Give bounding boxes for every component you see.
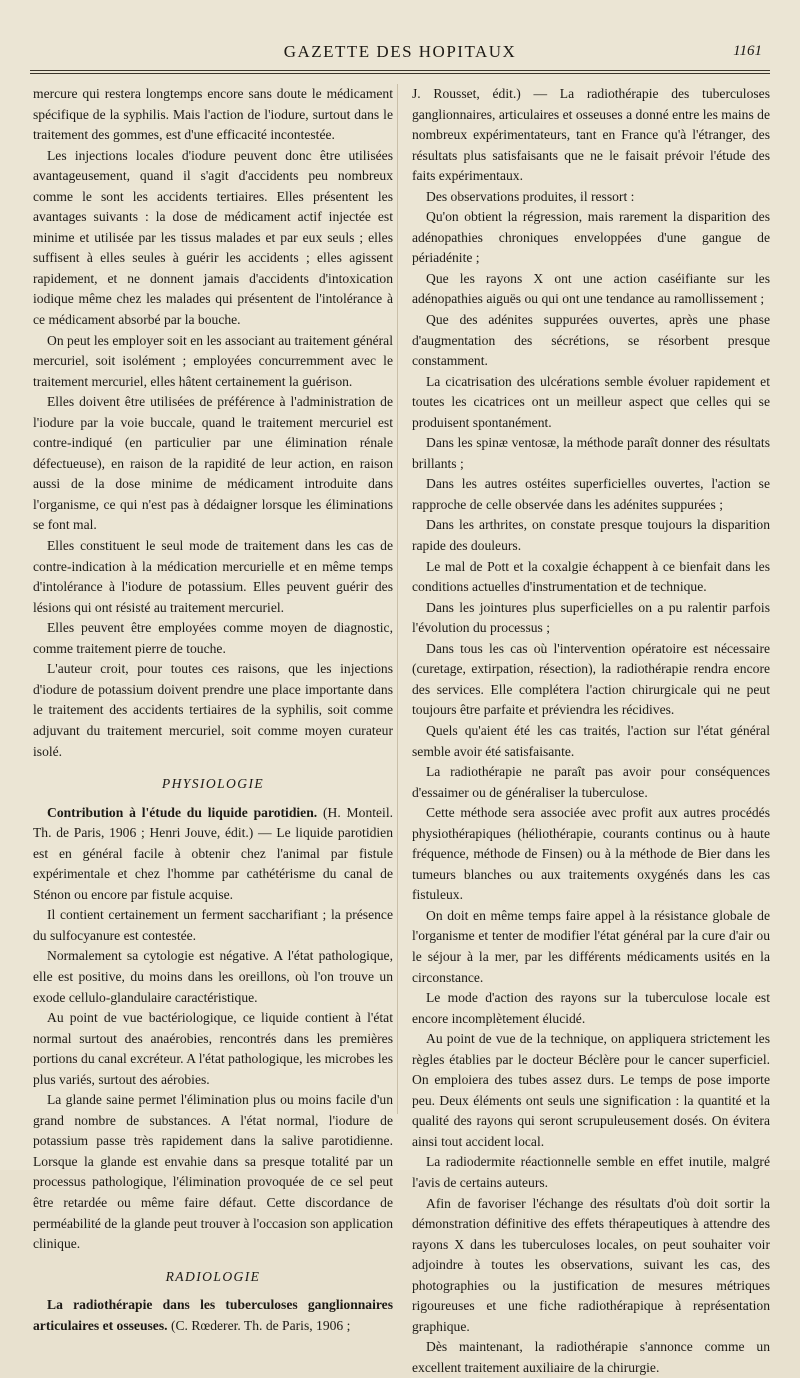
paragraph: La cicatrisation des ulcérations semble évoluer rapidement et toutes les cicatrices ont un meilleur aspect que celles qui se produisent spontanément. <box>412 373 770 430</box>
left-column <box>33 84 393 1336</box>
paragraph: J. Rousset, édit.) — La radiothérapie des tuberculoses ganglionnaires, articulaires et osseuses a donné entre les mains de nombreux expérimentateurs, tant en France qu'à l'étranger, des résultats plus satisfaisants que ne le faisait prévoir l'étude des faits expérimentaux. <box>412 86 770 184</box>
paragraph: La radiothérapie ne paraît pas avoir pour conséquences d'essaimer ou de généraliser la tuberculose. <box>412 764 770 800</box>
page-number: 1161 <box>733 43 762 59</box>
paragraph: Dans les spinæ ventosæ, la méthode paraît donner des résultats brillants ; <box>412 435 770 471</box>
journal-title: GAZETTE DES HOPITAUX <box>283 42 517 61</box>
page-header <box>0 40 800 66</box>
paragraph: Dès maintenant, la radiothérapie s'annonce comme un excellent traitement auxiliaire de la chirurgie. <box>412 1339 770 1375</box>
entry-reference: (H. Monteil. Th. de Paris, 1906 ; Henri Jouve, édit.) — Le liquide parotidien est en général facile à obtenir chez l'animal par fistule expérimentale et chez l'homme par cathétérisme du canal de Sténon ou encore par fistule acquise. <box>33 804 393 902</box>
paragraph: Les injections locales d'iodure peuvent donc être utilisées avantageusement, quand il s'agit d'accidents peu nombreux comme le sont les accidents tertiaires. Elles présentent les avantages suivants : la dose de médicament actif injectée est minime et utilisée par les tissus malades et par eux seuls ; elles suffisent à elles seules à guérir les accidents ; elles agissent rapidement, et ne donnent jamais d'accidents d'intoxication iodique même chez les malades qui présentent de l'intolérance à ce médicament absorbé par la bouche. <box>33 147 393 328</box>
paragraph: Dans les autres ostéites superficielles ouvertes, l'action se rapproche de celle observée dans les adénites suppurées ; <box>412 476 770 512</box>
column-divider <box>397 84 398 1114</box>
paragraph: Le mal de Pott et la coxalgie échappent à ce bienfait dans les conditions actuelles d'instrumentation et de technique. <box>412 558 770 595</box>
section-heading-physiologie: PHYSIOLOGIE <box>161 776 265 792</box>
entry-title: La radiothérapie dans les tuberculoses ganglionnaires articulaires et osseuses. <box>33 1297 393 1333</box>
paragraph: Elles peuvent être employées comme moyen de diagnostic, comme traitement pierre de touche. <box>33 620 393 656</box>
paragraph: Quels qu'aient été les cas traités, l'action sur l'état général semble avoir été satisfaisante. <box>412 722 770 759</box>
paragraph: Le mode d'action des rayons sur la tuberculose locale est encore incomplètement élucidé. <box>412 990 770 1026</box>
entry-reference: (C. Rœderer. Th. de Paris, 1906 ; <box>170 1317 351 1333</box>
paragraph: Qu'on obtient la régression, mais rarement la disparition des adénopathies chroniques enveloppées d'une gangue de périadénite ; <box>412 209 770 266</box>
paragraph: L'auteur croit, pour toutes ces raisons, que les injections d'iodure de potassium doivent prendre une place importante dans le traitement des accidents tertiaires de la syphilis, soit comme adjuvant du traitement mercuriel, soit comme moyen curateur isolé. <box>33 661 393 759</box>
paragraph: Elles constituent le seul mode de traitement dans les cas de contre-indication à la médication mercurielle et en même temps d'intolérance à l'iodure de potassium. Elles peuvent guérir des lésions qui ont résisté au traitement mercuriel. <box>33 538 393 615</box>
paragraph: Que les rayons X ont une action caséifiante sur les adénopathies aiguës ou qui ont une tendance au ramollissement ; <box>412 270 770 307</box>
section-heading-radiologie: RADIOLOGIE <box>165 1268 261 1284</box>
header-rule-double <box>30 73 770 74</box>
paragraph: Dans tous les cas où l'intervention opératoire est nécessaire (curetage, extirpation, résection), la radiothérapie rendra encore des services. Elle complétera l'action chirurgicale qui ne peut toujours être parfaite et préviendra les récidives. <box>412 640 770 718</box>
right-column <box>412 84 770 1378</box>
paragraph: Au point de vue bactériologique, ce liquide contient à l'état normal surtout des anaérobies, rencontrés dans les premières portions du canal excréteur. A l'état pathologique, les microbes les plus variés, surtout des aérobies. <box>33 1010 393 1087</box>
paragraph: mercure qui restera longtemps encore sans doute le médicament spécifique de la syphilis. Mais l'action de l'iodure, surtout dans le traitement des gommes, est d'une efficacité incontestée. <box>33 86 393 143</box>
paragraph: Au point de vue de la technique, on appliquera strictement les règles établies par le docteur Béclère pour le cancer superficiel. On emploiera des tubes assez durs. Le temps de pose importe peu. Deux éléments ont seuls une signification : la quantité et la qualité des rayons qui seront scrupuleusement dosés. On évitera ainsi tout accident local. <box>412 1031 770 1149</box>
entry-title: Contribution à l'étude du liquide parotidien. <box>47 804 318 820</box>
paragraph: Elles doivent être utilisées de préférence à l'administration de l'iodure par la voie buccale, quand le traitement mercuriel est contre-indiqué (en particulier par une élimination rénale défectueuse), en raison de la rapidité de leur action, en raison aussi de la dose minime de médicament introduite dans l'organisme, ce qui n'est pas à dédaigner lorsque les éliminations se font mal. <box>33 394 393 533</box>
paragraph: Dans les arthrites, on constate presque toujours la disparition rapide des douleurs. <box>412 517 770 554</box>
paragraph: On peut les employer soit en les associant au traitement général mercuriel, soit isolément ; employées concurremment avec le traitement mercuriel, elles hâtent certainement la guérison. <box>33 332 393 389</box>
paragraph: Cette méthode sera associée avec profit aux autres procédés physiothérapiques (héliothérapie, courants continus ou à haute fréquence, méthode de Finsen) ou à la méthode de Bier dans les tumeurs blanches ou aux traitements oxygénés dans les cas fistuleux. <box>412 805 770 903</box>
paragraph: On doit en même temps faire appel à la résistance globale de l'organisme et tenter de modifier l'état général par la cure d'air ou le séjour à la mer, par les différents médicaments usités en la circonstance. <box>412 907 770 985</box>
physiologie-entry <box>33 803 393 906</box>
paragraph: Des observations produites, il ressort : <box>426 188 635 204</box>
paragraph: La glande saine permet l'élimination plus ou moins facile d'un grand nombre de substances. A l'état normal, l'iodure de potassium passe très rapidement dans la salive parotidienne. Lorsque la glande est envahie dans sa presque totalité par un processus pathologique, l'élimination provoquée de ce sel peut être retardée ou même faire défaut. Cette discordance de perméabilité de la glande peut trouver à l'occasion son application clinique. <box>33 1092 393 1252</box>
paragraph: Dans les jointures plus superficielles on a pu ralentir parfois l'évolution du processus ; <box>412 599 770 636</box>
paragraph: La radiodermite réactionnelle semble en effet inutile, malgré l'avis de certains auteurs. <box>412 1154 770 1190</box>
paragraph: Il contient certainement un ferment saccharifiant ; la présence du sulfocyanure est contestée. <box>33 907 393 943</box>
header-rule <box>30 70 770 71</box>
paragraph: Que des adénites suppurées ouvertes, après une phase d'augmentation des sécrétions, se résorbent presque constamment. <box>412 312 770 369</box>
radiologie-entry <box>33 1295 393 1336</box>
paragraph: Normalement sa cytologie est négative. A l'état pathologique, elle est positive, du moins dans les oreillons, où l'on trouve un exode cellulo-glandulaire caractéristique. <box>33 948 393 1005</box>
paragraph: Afin de favoriser l'échange des résultats d'où doit sortir la démonstration définitive des effets thérapeutiques à attendre des rayons X dans les tuberculoses locales, on peut souhaiter voir adjoindre à toutes les observations, suivant les cas, des photographies ou la justification de mesures métriques rigoureuses et une fiche radiothérapique à représentation graphique. <box>412 1195 770 1334</box>
